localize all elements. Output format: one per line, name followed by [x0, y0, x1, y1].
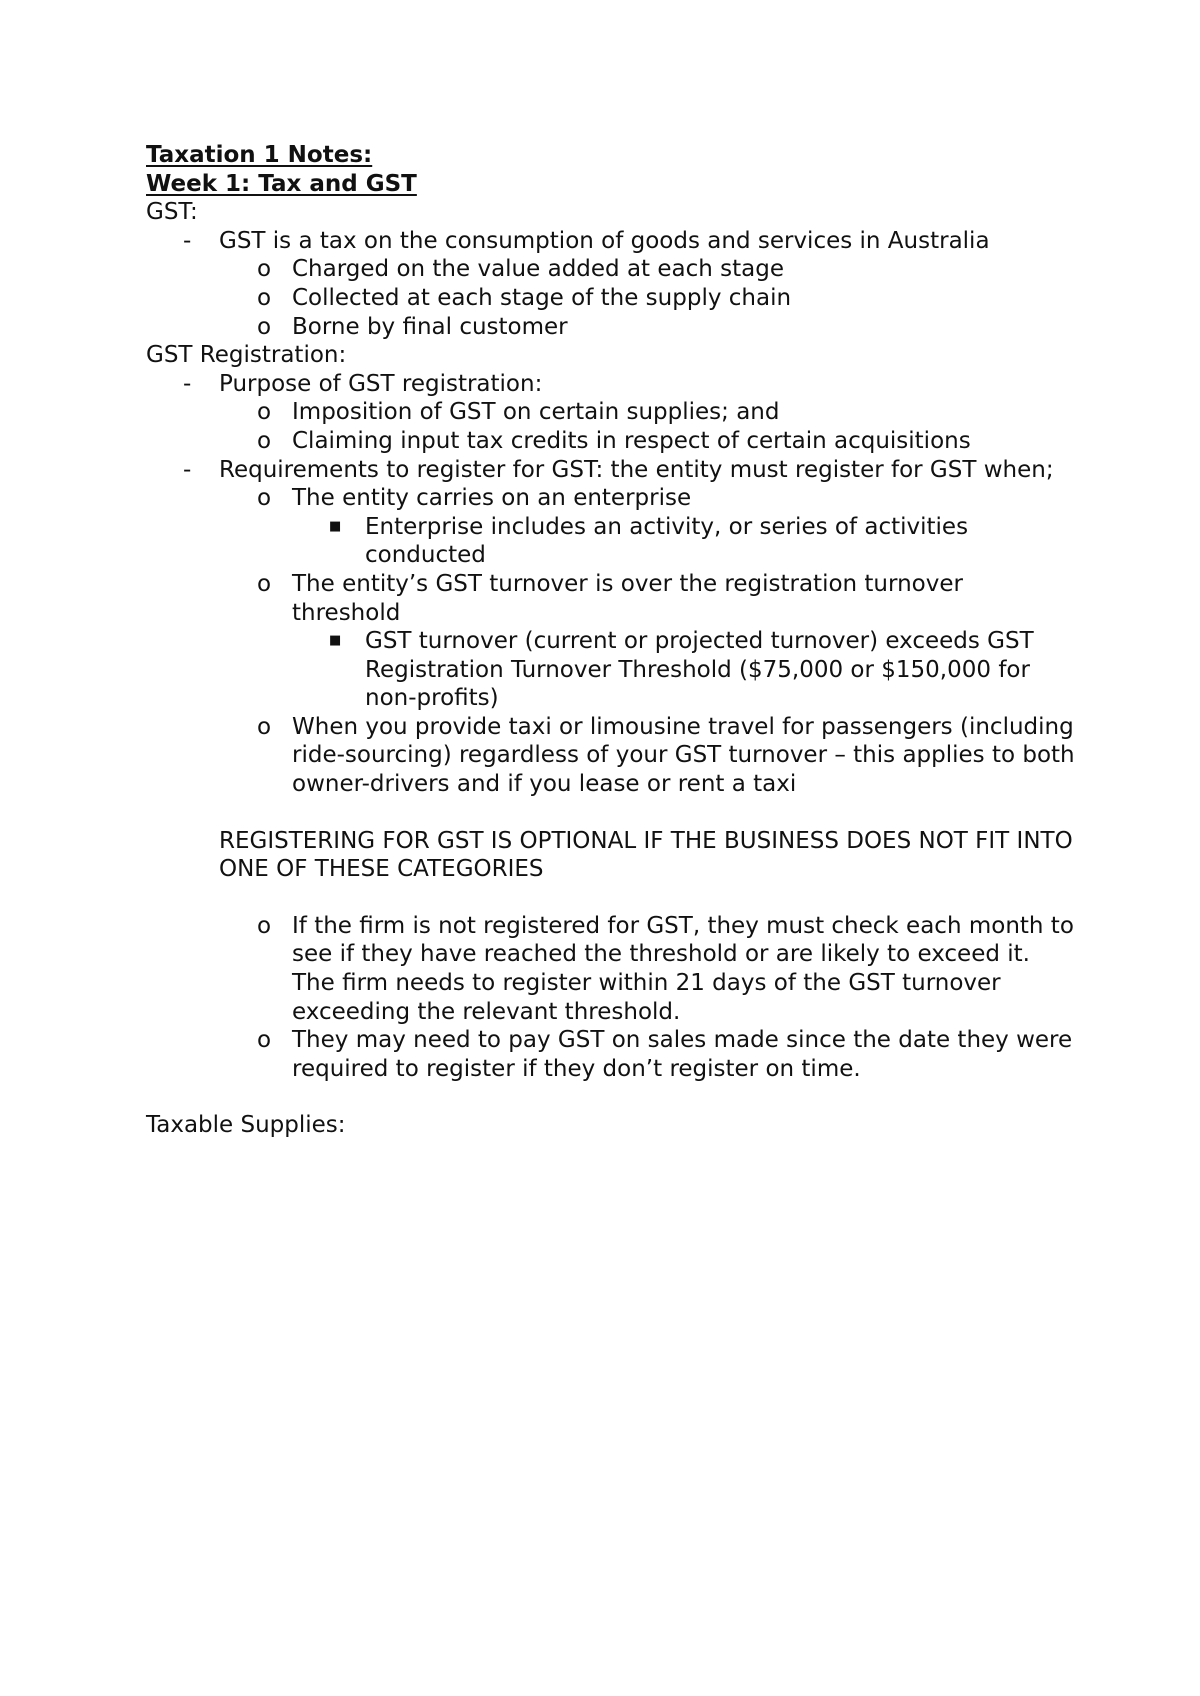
- gst-subpoint: Borne by final customer: [292, 313, 568, 340]
- square-bullet: ■: [329, 518, 342, 534]
- circle-bullet: o: [257, 485, 272, 512]
- taxable-supplies-heading: Taxable Supplies:: [146, 1112, 346, 1139]
- square-bullet: ■: [329, 633, 342, 649]
- gst-heading: GST:: [146, 199, 198, 226]
- circle-bullet: o: [257, 313, 272, 340]
- circle-bullet: o: [257, 912, 272, 939]
- circle-bullet: o: [257, 399, 272, 426]
- requirements-point: Requirements to register for GST: the entity must register for GST when;: [219, 456, 1054, 483]
- dash-bullet: -: [183, 456, 192, 483]
- late-registration-item: They may need to pay GST on sales made since the date they were required to register if they don’t register on time.: [292, 1027, 1073, 1082]
- list-item: [146, 484, 1076, 513]
- list-item: [146, 427, 1076, 456]
- circle-bullet: o: [257, 570, 272, 597]
- list-item: [146, 456, 1076, 485]
- purpose-item: Imposition of GST on certain supplies; and: [292, 399, 780, 426]
- gst-subpoint: Charged on the value added at each stage: [292, 256, 784, 283]
- document-body: [146, 141, 1076, 1140]
- list-item: [146, 513, 1076, 570]
- circle-bullet: o: [257, 256, 272, 283]
- requirement-enterprise: The entity carries on an enterprise: [292, 485, 692, 512]
- circle-bullet: o: [257, 1027, 272, 1054]
- circle-bullet: o: [257, 713, 272, 740]
- list-item: [146, 570, 1076, 627]
- purpose-item: Claiming input tax credits in respect of certain acquisitions: [292, 427, 971, 454]
- list-item: [146, 627, 1076, 713]
- list-item: [146, 398, 1076, 427]
- week-title: Week 1: Tax and GST: [146, 170, 417, 197]
- dash-bullet: -: [183, 370, 192, 397]
- list-item: [146, 912, 1076, 1026]
- list-item: [146, 713, 1076, 799]
- list-item: [146, 227, 1076, 256]
- list-item: [146, 313, 1076, 342]
- list-item: [146, 1026, 1076, 1083]
- list-item: [146, 370, 1076, 399]
- registration-heading: GST Registration:: [146, 342, 347, 369]
- enterprise-detail: Enterprise includes an activity, or series of activities conducted: [365, 513, 969, 569]
- requirement-turnover: The entity’s GST turnover is over the registration turnover threshold: [292, 570, 963, 626]
- optional-registration-note: REGISTERING FOR GST IS OPTIONAL IF THE BUSINESS DOES NOT FIT INTO ONE OF THESE CATEGORIES: [219, 827, 1073, 883]
- monthly-check-item: If the firm is not registered for GST, they must check each month to see if they have reached the threshold or are likely to exceed it. The firm needs to register within 21 days of the GST turnover exceeding the relevant threshold.: [292, 912, 1074, 1025]
- list-item: [146, 255, 1076, 284]
- document-title: Taxation 1 Notes:: [146, 142, 373, 168]
- gst-subpoint: Collected at each stage of the supply chain: [292, 284, 792, 311]
- circle-bullet: o: [257, 427, 272, 454]
- dash-bullet: -: [183, 227, 192, 254]
- circle-bullet: o: [257, 284, 272, 311]
- requirement-taxi: When you provide taxi or limousine travel for passengers (including ride-sourcing) regardless of your GST turnover – this applies to both owner-drivers and if you lease or rent a taxi: [292, 713, 1075, 798]
- list-item: [146, 284, 1076, 313]
- gst-point: GST is a tax on the consumption of goods and services in Australia: [219, 227, 990, 254]
- purpose-point: Purpose of GST registration:: [219, 370, 543, 397]
- turnover-detail: GST turnover (current or projected turnover) exceeds GST Registration Turnover Threshold ($75,000 or $150,000 for non-profits): [365, 628, 1034, 712]
